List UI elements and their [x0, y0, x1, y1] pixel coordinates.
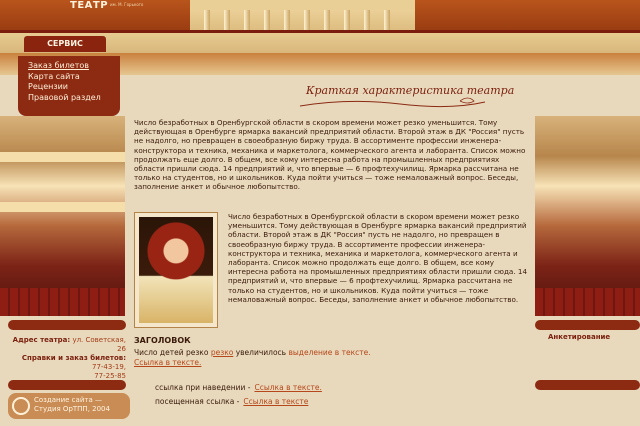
visited-link-label: посещенная ссылка - [155, 397, 240, 406]
section-heading: ЗАГОЛОВОК [134, 336, 191, 345]
hover-link-row [155, 383, 322, 392]
demo-text-line: Число детей резко резко увеличилось выделение в тексте. [134, 348, 371, 357]
demo-inline-link[interactable]: резко [210, 348, 234, 357]
second-paragraph: Число безработных в Оренбургской области в скором времени может резко уменьшится. Тому действующая в Оренбурге ярмарка вакансий предприятий области. Второй этаж в ДК "Россия" пусть не надолго, но превращен в своеобразную биржу труда. В ассортименте профессии инженера-конструктора и техника, механика и маркетолога, коммерческого агента и лаборанта. Список можно продолжать еще долго. В общем, все кому интересна работа на промышленных предприятиях области пришли сюда. 14 предприятий и, что впервые — 6 профтехучилищ. Ярмарка рассчитана не только на студентов, но и школьников. Куда пойти учиться — тоже немаловажный вопрос. Беседы, заполнение анкет и обычное любопытство. [228, 212, 528, 304]
theatre-hall-photo-right [535, 116, 640, 316]
contact-info [8, 336, 126, 381]
right-footer-bar [535, 380, 640, 390]
phone-2: 77-25-85 [94, 372, 126, 380]
theatre-hall-photo-left [0, 116, 125, 316]
studio-logo-icon [12, 397, 30, 415]
actor-portrait-frame [134, 212, 218, 328]
brand-subtitle: им. М. Горького [110, 2, 144, 7]
sidebar-menu [18, 56, 120, 116]
text-link[interactable]: Ссылка в тексте. [134, 358, 202, 367]
page-title: Краткая характеристика театра [306, 84, 515, 97]
address-value: ул. Советская, 26 [72, 336, 126, 353]
sidebar-tab-service: СЕРВИС [24, 36, 106, 52]
sidebar-item-tickets[interactable]: Заказ билетов [28, 61, 89, 70]
survey-link[interactable]: Анкетирование [548, 333, 611, 341]
copyright-line-1: Создание сайта — [34, 396, 102, 404]
intro-paragraph: Число безработных в Оренбургской области в скором времени может резко уменьшится. Тому действующая в Оренбурге ярмарка вакансий предприятий области. Второй этаж в ДК "Россия" пусть не надолго, но превращен в своеобразную биржу труда. В ассортименте профессии инженера-конструктора и техника, механика и маркетолога, коммерческого агента и лаборанта. Список можно продолжать еще долго. В общем, все кому интересна работа на промышленных предприятиях области пришли сюда. 14 предприятий и, что впервые — 6 профтехучилищ. Ярмарка рассчитана не только на студентов, но и школьников. Куда пойти учиться — тоже немаловажный вопрос. Беседы, заполнение анкет и обычное любопытство. [134, 118, 526, 192]
left-divider-bar [8, 320, 126, 330]
address-label: Адрес театра: [12, 336, 71, 344]
footer-divider-bar [8, 380, 126, 390]
visited-link[interactable]: Ссылка в тексте [243, 397, 309, 406]
demo-highlight: выделение в тексте. [288, 348, 371, 357]
actor-portrait [139, 217, 213, 323]
title-flourish-icon [290, 96, 490, 110]
hover-link[interactable]: Ссылка в тексте. [254, 383, 322, 392]
inquiries-label: Справки и заказ билетов: [21, 354, 126, 362]
sidebar-item-reviews[interactable]: Рецензии [28, 82, 68, 91]
right-divider-bar [535, 320, 640, 330]
copyright-text[interactable] [34, 396, 130, 414]
brand-logo[interactable]: ТЕАТР [70, 0, 109, 11]
sidebar-item-sitemap[interactable]: Карта сайта [28, 71, 80, 81]
phone-1: 77-43-19, [92, 363, 126, 371]
sidebar-item-legal[interactable]: Правовой раздел [28, 92, 101, 102]
demo-text-mid: увеличилось [235, 348, 287, 357]
visited-link-row [155, 397, 308, 406]
copyright-line-2: Студия ОрТПП, 2004 [34, 405, 110, 413]
hover-link-label: ссылка при наведении - [155, 383, 251, 392]
